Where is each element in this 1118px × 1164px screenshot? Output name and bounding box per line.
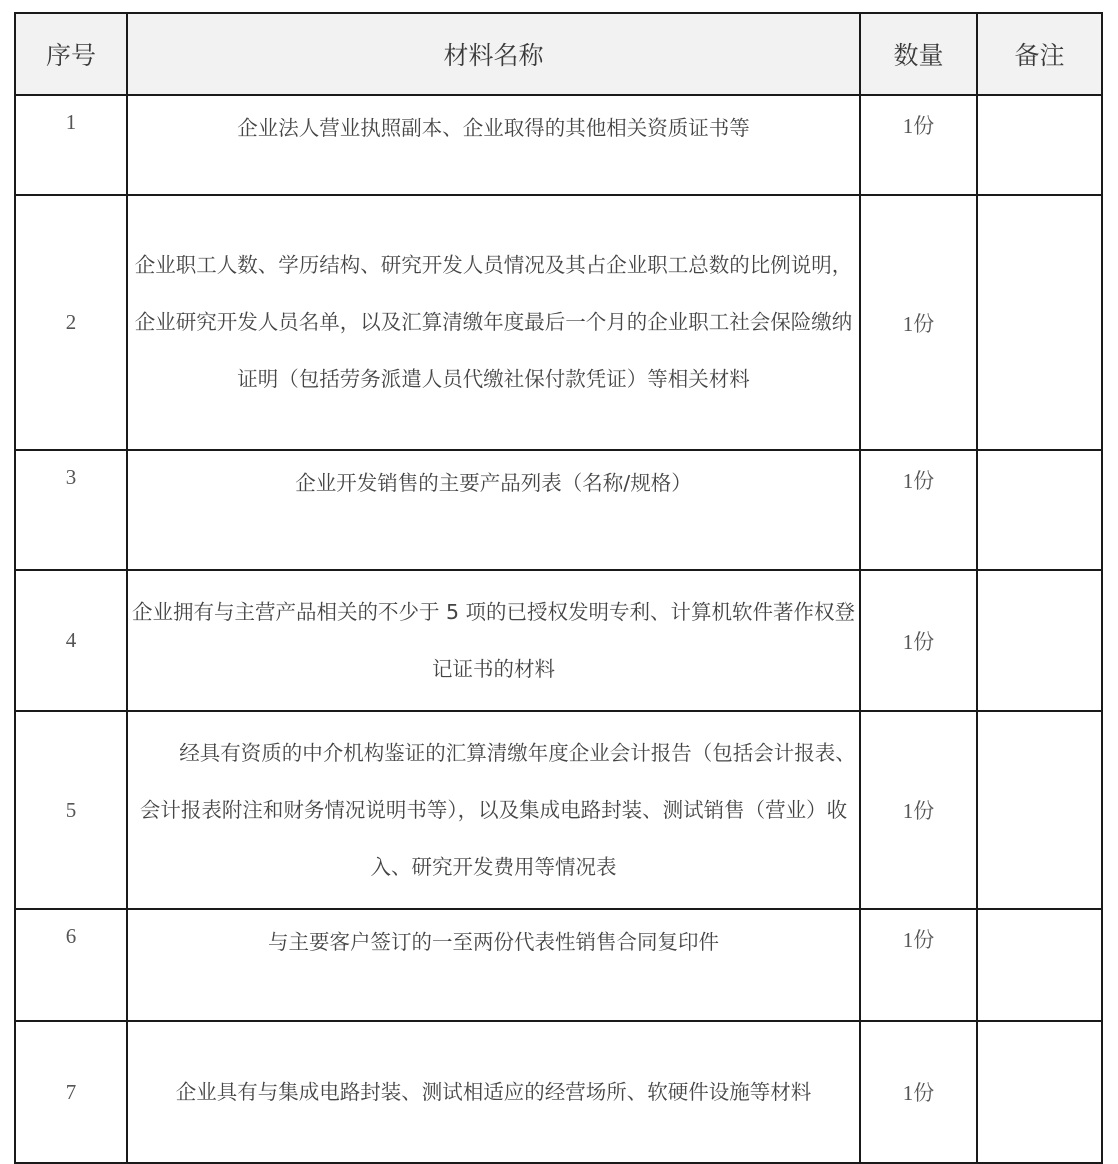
row-material-name: 与主要客户签订的一至两份代表性销售合同复印件 bbox=[127, 909, 860, 1021]
row-material-name: 企业法人营业执照副本、企业取得的其他相关资质证书等 bbox=[127, 95, 860, 195]
table-header bbox=[15, 13, 1102, 95]
row-seq: 5 bbox=[15, 711, 127, 909]
row-quantity: 1份 bbox=[860, 570, 977, 711]
row-material-name: 企业职工人数、学历结构、研究开发人员情况及其占企业职工总数的比例说明，企业研究开发人员名单，以及汇算清缴年度最后一个月的企业职工社会保险缴纳证明（包括劳务派遣人员代缴社保付款凭证）等相关材料 bbox=[127, 195, 860, 450]
row-material-name bbox=[127, 711, 860, 909]
table-row bbox=[15, 909, 1102, 1021]
row-quantity: 1份 bbox=[860, 711, 977, 909]
table-row bbox=[15, 95, 1102, 195]
row-seq: 6 bbox=[15, 909, 127, 1021]
table-row bbox=[15, 450, 1102, 570]
row-note bbox=[977, 909, 1102, 1021]
row-note bbox=[977, 450, 1102, 570]
table-row bbox=[15, 195, 1102, 450]
row-seq: 4 bbox=[15, 570, 127, 711]
header-name: 材料名称 bbox=[127, 13, 860, 95]
row-note bbox=[977, 95, 1102, 195]
table-row bbox=[15, 1021, 1102, 1163]
materials-table bbox=[14, 12, 1103, 1164]
row-seq: 1 bbox=[15, 95, 127, 195]
row-quantity: 1份 bbox=[860, 95, 977, 195]
row-note bbox=[977, 195, 1102, 450]
table-row bbox=[15, 711, 1102, 909]
row-note bbox=[977, 711, 1102, 909]
header-seq: 序号 bbox=[15, 13, 127, 95]
row-quantity: 1份 bbox=[860, 195, 977, 450]
row-material-name: 企业开发销售的主要产品列表（名称/规格） bbox=[127, 450, 860, 570]
header-note: 备注 bbox=[977, 13, 1102, 95]
row-quantity: 1份 bbox=[860, 909, 977, 1021]
row-quantity: 1份 bbox=[860, 450, 977, 570]
row-note bbox=[977, 1021, 1102, 1163]
row-seq: 7 bbox=[15, 1021, 127, 1163]
row-material-name-text: 经具有资质的中介机构鉴证的汇算清缴年度企业会计报告（包括会计报表、会计报表附注和财务情况说明书等），以及集成电路封装、测试销售（营业）收入、研究开发费用等情况表 bbox=[139, 740, 856, 879]
row-material-name: 企业拥有与主营产品相关的不少于 5 项的已授权发明专利、计算机软件著作权登记证书的材料 bbox=[127, 570, 860, 711]
header-qty: 数量 bbox=[860, 13, 977, 95]
row-material-name: 企业具有与集成电路封装、测试相适应的经营场所、软硬件设施等材料 bbox=[127, 1021, 860, 1163]
row-seq: 3 bbox=[15, 450, 127, 570]
row-note bbox=[977, 570, 1102, 711]
row-quantity: 1份 bbox=[860, 1021, 977, 1163]
row-seq: 2 bbox=[15, 195, 127, 450]
table-row bbox=[15, 570, 1102, 711]
